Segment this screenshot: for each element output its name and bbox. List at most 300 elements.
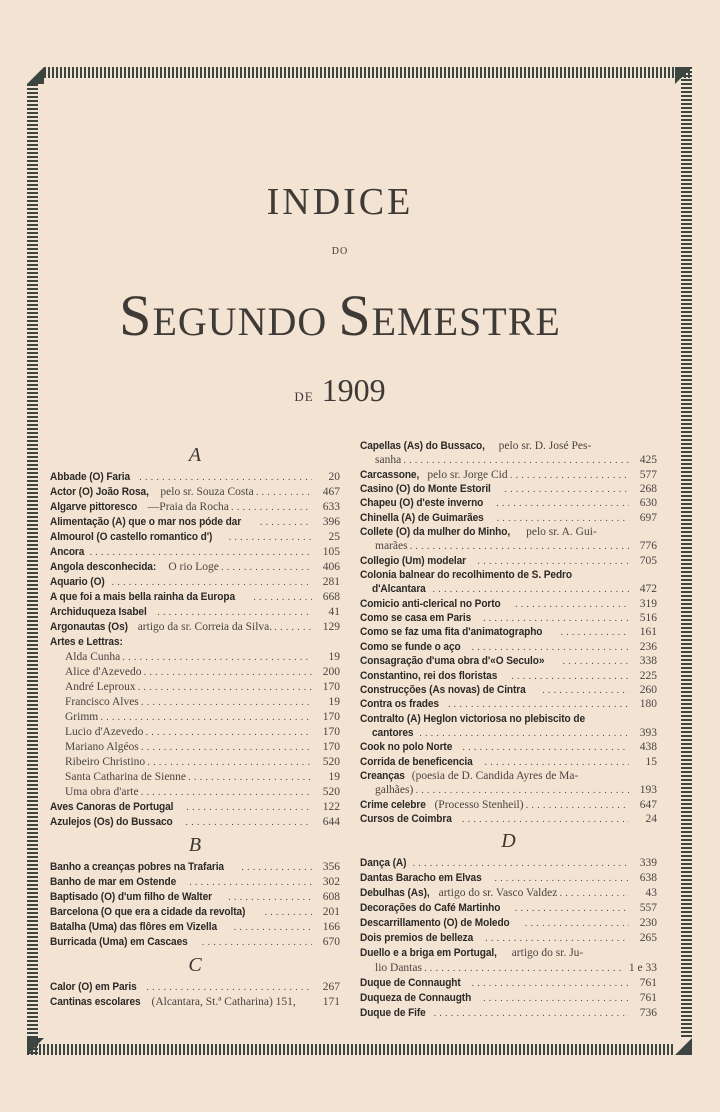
dot-leader	[415, 784, 629, 797]
entry-page: 319	[639, 597, 657, 610]
dot-leader	[253, 591, 312, 605]
index-entry	[50, 980, 340, 995]
subtitle-initial: S	[338, 283, 372, 348]
dot-leader	[145, 726, 312, 740]
entry-note: galhães)	[375, 784, 414, 797]
index-entry	[360, 961, 657, 976]
dot-leader	[141, 741, 312, 755]
entry-page: 577	[639, 468, 657, 481]
index-entry	[50, 905, 340, 920]
subtitle-word: EGUNDO	[152, 299, 328, 344]
entry-title: Duque de Fife	[360, 1007, 426, 1020]
entry-page: 161	[639, 626, 657, 639]
entry-note: Lucio d'Azevedo	[65, 726, 144, 738]
entry-title: Cook no polo Norte	[360, 741, 453, 754]
index-entry	[50, 875, 340, 890]
entry-page: 339	[639, 857, 657, 870]
dot-leader	[412, 857, 629, 871]
entry-page: 19	[328, 651, 340, 663]
entry-note: Santa Catharina de Sienne	[65, 771, 187, 783]
section-letter: D	[501, 830, 516, 853]
index-entry	[360, 654, 657, 668]
index-entry	[360, 453, 657, 467]
index-entry	[360, 976, 657, 991]
index-entry	[360, 886, 657, 901]
entry-page: 170	[322, 711, 340, 723]
dot-leader	[147, 756, 312, 770]
entry-page: 281	[322, 576, 340, 588]
entry-title: Consagração d'uma obra d'«O Seculo»	[360, 655, 545, 668]
entry-note: André Leproux	[65, 681, 136, 693]
index-entry	[360, 568, 657, 582]
entry-page: 608	[322, 891, 340, 903]
subtitle-initial: S	[119, 283, 153, 348]
entry-page: 736	[639, 1007, 657, 1020]
index-entry	[360, 554, 657, 568]
entry-page: 105	[322, 546, 340, 558]
section-letter: B	[188, 834, 202, 856]
dot-leader	[462, 741, 629, 754]
entry-page: 171	[322, 996, 340, 1008]
entry-title: Barcelona (O que era a cidade da revolta)	[50, 906, 246, 918]
index-entry	[360, 769, 657, 783]
entry-title: Angola desconhecida:	[50, 561, 157, 573]
index-entry	[50, 920, 340, 935]
entry-title: Creanças	[360, 769, 405, 782]
entry-note: Alda Cunha	[65, 651, 121, 663]
entry-page: 516	[639, 612, 657, 625]
dot-leader	[188, 771, 312, 785]
dot-leader	[260, 516, 312, 530]
index-entry	[360, 597, 657, 611]
entry-page: 630	[639, 497, 657, 510]
entry-page: 129	[322, 621, 340, 633]
index-entry	[50, 740, 340, 755]
entry-title: Casino (O) do Monte Estoril	[360, 483, 491, 496]
index-entry	[360, 511, 657, 525]
dot-leader	[228, 531, 312, 545]
index-entry	[360, 683, 657, 697]
entry-title: Archiduqueza Isabel	[50, 606, 147, 618]
year: 1909	[321, 372, 386, 408]
entry-title: Como se funde o aço	[360, 640, 461, 653]
index-entry	[360, 901, 657, 916]
index-entry	[360, 740, 657, 754]
index-entry	[50, 995, 340, 1010]
index-entry	[360, 669, 657, 683]
entry-title: Batalha (Uma) das flôres em Vizella	[50, 921, 218, 933]
entry-title: Actor (O) João Rosa,	[50, 486, 149, 498]
dot-leader	[419, 727, 629, 740]
entry-page: 520	[322, 756, 340, 768]
dot-leader	[185, 816, 312, 830]
dot-leader	[542, 684, 629, 697]
entry-title: Chapeu (O) d'este inverno	[360, 497, 484, 510]
entry-page: 230	[639, 917, 657, 930]
entry-page: 268	[639, 483, 657, 496]
entry-page: 520	[322, 786, 340, 798]
dot-leader	[494, 872, 629, 886]
dot-leader	[515, 598, 629, 611]
dot-leader	[448, 698, 629, 711]
entry-title: Descarrillamento (O) de Moledo	[360, 917, 510, 930]
entry-note: —Praia da Rocha	[147, 501, 229, 513]
index-entry	[360, 931, 657, 946]
entry-title: Debulhas (As),	[360, 887, 430, 900]
dot-leader	[562, 655, 629, 668]
index-entry	[50, 710, 340, 725]
index-entry	[50, 680, 340, 695]
entry-note: lio Dantas	[375, 962, 422, 975]
entry-page: 438	[639, 741, 657, 754]
border-bottom	[27, 1044, 675, 1055]
index-entry	[50, 575, 340, 590]
entry-page: 396	[322, 516, 340, 528]
entry-page: 166	[322, 921, 340, 933]
entry-note: pelo sr. A. Gui-	[526, 526, 597, 539]
entry-page: 193	[639, 784, 657, 797]
entry-page: 200	[322, 666, 340, 678]
entry-title: Capellas (As) do Bussaco,	[360, 440, 485, 452]
index-entry	[360, 697, 657, 711]
index-entry	[360, 712, 657, 726]
dot-leader	[477, 555, 629, 568]
entry-title: Collegio (Um) modelar	[360, 554, 467, 567]
entry-page: 406	[322, 561, 340, 573]
index-entry	[360, 539, 657, 553]
entry-title: Abbade (O) Faria	[50, 471, 131, 483]
border-top	[44, 67, 692, 78]
entry-page: 638	[639, 872, 657, 885]
entry-title: Duello e a briga em Portugal,	[360, 947, 497, 960]
index-entry	[360, 611, 657, 625]
index-entry	[50, 755, 340, 770]
entry-title: Duque de Connaught	[360, 977, 461, 990]
entry-title: Crime celebre	[360, 798, 426, 811]
entry-note: Uma obra d'arte	[65, 786, 139, 798]
entry-page: 43	[645, 887, 657, 900]
entry-title: Azulejos (Os) do Bussaco	[50, 816, 173, 828]
index-entry	[50, 665, 340, 680]
index-entry	[360, 582, 657, 596]
entry-title: Alimentação (A) que o mar nos póde dar	[50, 516, 242, 528]
entry-title: Aquario (O)	[50, 576, 105, 588]
dot-leader	[496, 512, 629, 525]
dot-leader	[433, 1007, 629, 1021]
entry-note: (Processo Stenheil)	[434, 798, 524, 811]
entry-page: 19	[328, 696, 340, 708]
entry-title: Contralto (A) Heglon victoriosa no plebiscito de	[360, 712, 585, 725]
dot-leader	[221, 561, 312, 575]
entry-note: marães	[375, 540, 408, 553]
year-prefix: DE	[294, 389, 314, 404]
dot-leader	[141, 786, 312, 800]
entry-page: 467	[322, 486, 340, 498]
index-section	[360, 826, 657, 1021]
index-entry	[360, 991, 657, 1006]
entry-title: Algarve pittoresco	[50, 501, 138, 513]
dot-leader	[471, 977, 629, 991]
entry-title: Carcassone,	[360, 468, 420, 481]
index-entry	[50, 860, 340, 875]
index-entry	[360, 856, 657, 871]
entry-title: A que foi a mais bella rainha da Europa	[50, 591, 235, 603]
entry-page: 41	[328, 606, 340, 618]
index-section	[50, 830, 340, 950]
dot-leader	[157, 606, 312, 620]
entry-title: Aves Canoras de Portugal	[50, 801, 174, 813]
index-entry	[50, 785, 340, 800]
entry-page: 761	[639, 977, 657, 990]
dot-leader	[515, 902, 629, 916]
dot-leader	[111, 576, 312, 590]
index-entry	[50, 770, 340, 785]
subtitle-word: EMESTRE	[371, 299, 561, 344]
index-entry	[360, 468, 657, 482]
entry-note: Ribeiro Christino	[65, 756, 146, 768]
dot-leader	[496, 497, 629, 510]
index-entry	[50, 890, 340, 905]
index-entry	[360, 946, 657, 961]
entry-title: Cursos de Coimbra	[360, 812, 452, 825]
entry-title: Chinella (A) de Guimarães	[360, 511, 484, 524]
entry-page: 393	[639, 726, 657, 739]
entry-page: 265	[639, 932, 657, 945]
entry-page: 670	[322, 936, 340, 948]
entry-page: 20	[328, 471, 340, 483]
entry-note: (poesia de D. Candida Ayres de Ma-	[411, 769, 579, 782]
corner-ornament-top-right	[675, 67, 692, 84]
dot-leader	[100, 711, 312, 725]
dot-leader	[559, 887, 629, 901]
index-entry	[360, 812, 657, 826]
dot-leader	[202, 936, 312, 950]
entry-page: 644	[322, 816, 340, 828]
index-entry	[360, 625, 657, 639]
index-entry	[360, 783, 657, 797]
index-entry	[360, 726, 657, 740]
index-entry	[360, 439, 657, 453]
entry-title: Almourol (O castello romantico d')	[50, 531, 213, 543]
entry-title: Artes e Lettras:	[50, 636, 123, 648]
index-entry	[360, 1006, 657, 1021]
entry-title: Argonautas (Os)	[50, 621, 128, 633]
entry-note: artigo do sr. Vasco Valdez	[438, 887, 558, 900]
index-entry	[360, 755, 657, 769]
index-entry	[50, 605, 340, 620]
corner-ornament-bottom-left	[27, 1038, 44, 1055]
entry-note: Mariano Algéos	[65, 741, 139, 753]
index-entry	[50, 650, 340, 665]
entry-title: Burricada (Uma) em Cascaes	[50, 936, 188, 948]
entry-page: 705	[639, 554, 657, 567]
dot-leader	[139, 471, 312, 485]
index-entry	[360, 482, 657, 496]
entry-title: Cantinas escolares	[50, 996, 141, 1008]
dot-leader	[186, 801, 312, 815]
entry-page: 225	[639, 669, 657, 682]
entry-title: Collete (O) da mulher do Minho,	[360, 526, 511, 539]
entry-title: Como se casa em Paris	[360, 612, 472, 625]
entry-page: 776	[639, 540, 657, 553]
dot-leader	[234, 921, 312, 935]
index-section	[50, 950, 340, 1010]
index-entry	[360, 916, 657, 931]
dot-leader	[143, 666, 312, 680]
index-column-right	[360, 439, 657, 1021]
entry-page: 267	[322, 981, 340, 993]
entry-title: Colonia balnear do recolhimento de S. Pedro	[360, 569, 572, 582]
entry-page: 1 e 33	[628, 962, 657, 975]
entry-page: 557	[639, 902, 657, 915]
corner-ornament-bottom-right	[675, 1038, 692, 1055]
index-entry	[50, 500, 340, 515]
entry-page: 201	[322, 906, 340, 918]
index-column-left	[50, 440, 340, 1010]
index-entry	[360, 496, 657, 510]
entry-note: artigo do sr. Ju-	[511, 947, 584, 960]
index-entry	[50, 590, 340, 605]
border-right	[681, 67, 692, 1038]
dot-leader	[231, 501, 312, 515]
entry-note: Alice d'Azevedo	[65, 666, 142, 678]
index-entry	[50, 635, 340, 650]
entry-page: 260	[639, 683, 657, 696]
dot-leader	[264, 906, 312, 920]
dot-leader	[138, 681, 312, 695]
entry-page: 633	[322, 501, 340, 513]
dot-leader	[146, 981, 312, 995]
entry-title: Banho de mar em Ostende	[50, 876, 177, 888]
dot-leader	[483, 992, 629, 1006]
dot-leader	[228, 891, 312, 905]
index-entry	[50, 485, 340, 500]
dot-leader	[256, 486, 312, 500]
index-entry	[50, 620, 340, 635]
entry-title: d'Alcantara	[372, 583, 426, 596]
dot-leader	[141, 696, 312, 710]
entry-page: 338	[639, 655, 657, 668]
section-letter: A	[188, 444, 202, 466]
year-line	[0, 372, 680, 409]
border-left	[27, 84, 38, 1055]
entry-note: artigo da sr. Correia da Silva.	[137, 621, 273, 633]
title-connector: DO	[331, 246, 349, 257]
entry-title: Decorações do Café Martinho	[360, 902, 501, 915]
dot-leader	[241, 861, 312, 875]
subtitle	[0, 282, 680, 349]
entry-title: Contra os frades	[360, 698, 439, 711]
entry-page: 170	[322, 741, 340, 753]
index-entry	[360, 525, 657, 539]
corner-ornament-top-left	[27, 67, 44, 84]
dot-leader	[462, 813, 629, 826]
entry-note: (Alcantara, St.ª Catharina) 151,	[151, 996, 296, 1008]
entry-page: 170	[322, 726, 340, 738]
entry-title: Comicio anti-clerical no Porto	[360, 597, 501, 610]
entry-note: pelo sr. Souza Costa	[160, 486, 254, 498]
dot-leader	[89, 546, 312, 560]
entry-note: pelo sr. Jorge Cid	[427, 468, 508, 481]
dot-leader	[122, 651, 312, 665]
dot-leader	[504, 483, 629, 496]
entry-page: 472	[639, 583, 657, 596]
entry-title: Constantino, rei dos floristas	[360, 669, 498, 682]
entry-page: 24	[645, 812, 657, 825]
dot-leader	[510, 469, 629, 482]
entry-page: 19	[328, 771, 340, 783]
dot-leader	[274, 621, 312, 635]
index-section	[50, 440, 340, 830]
entry-page: 761	[639, 992, 657, 1005]
entry-note: Francisco Alves	[65, 696, 139, 708]
entry-page: 180	[639, 698, 657, 711]
dot-leader	[403, 454, 629, 467]
index-section	[360, 439, 657, 826]
entry-note: sanha	[375, 454, 402, 467]
entry-page: 236	[639, 640, 657, 653]
index-entry	[360, 640, 657, 654]
index-entry	[360, 871, 657, 886]
dot-leader	[525, 917, 629, 931]
entry-title: Construcções (As novas) de Cintra	[360, 683, 526, 696]
entry-title: Corrida de beneficencia	[360, 755, 473, 768]
entry-title: cantores	[372, 726, 414, 739]
entry-page: 697	[639, 511, 657, 524]
entry-title: Calor (O) em Paris	[50, 981, 137, 993]
dot-leader	[483, 612, 629, 625]
dot-leader	[485, 932, 629, 946]
dot-leader	[560, 626, 629, 639]
entry-title: Como se faz uma fita d'animatographo	[360, 626, 543, 639]
index-entry	[50, 935, 340, 950]
entry-title: Baptisado (O) d'um filho de Walter	[50, 891, 212, 903]
index-entry	[50, 530, 340, 545]
dot-leader	[410, 540, 629, 553]
entry-page: 25	[328, 531, 340, 543]
entry-title: Ancora	[50, 546, 85, 558]
index-entry	[50, 560, 340, 575]
entry-title: Dantas Baracho em Elvas	[360, 872, 482, 885]
dot-leader	[471, 641, 629, 654]
index-entry	[50, 695, 340, 710]
entry-note: pelo sr. D. José Pes-	[498, 440, 592, 452]
entry-page: 356	[322, 861, 340, 873]
entry-page: 15	[645, 755, 657, 768]
index-entry	[360, 798, 657, 812]
section-letter: C	[188, 954, 202, 976]
index-entry	[50, 470, 340, 485]
page-title: INDICE	[266, 181, 414, 223]
dot-leader	[511, 670, 629, 683]
dot-leader	[189, 876, 312, 890]
index-entry	[50, 800, 340, 815]
entry-page: 170	[322, 681, 340, 693]
index-entry	[50, 725, 340, 740]
entry-title: Dois premios de belleza	[360, 932, 474, 945]
dot-leader	[526, 799, 629, 812]
entry-page: 122	[322, 801, 340, 813]
entry-page: 302	[322, 876, 340, 888]
dot-leader	[484, 756, 629, 769]
entry-title: Banho a creanças pobres na Trafaria	[50, 861, 224, 873]
entry-title: Duqueza de Connaugth	[360, 992, 472, 1005]
entry-page: 668	[322, 591, 340, 603]
entry-title: Dança (A)	[360, 857, 407, 870]
entry-page: 425	[639, 454, 657, 467]
entry-note: O rio Loge	[168, 561, 219, 573]
entry-page: 647	[639, 798, 657, 811]
